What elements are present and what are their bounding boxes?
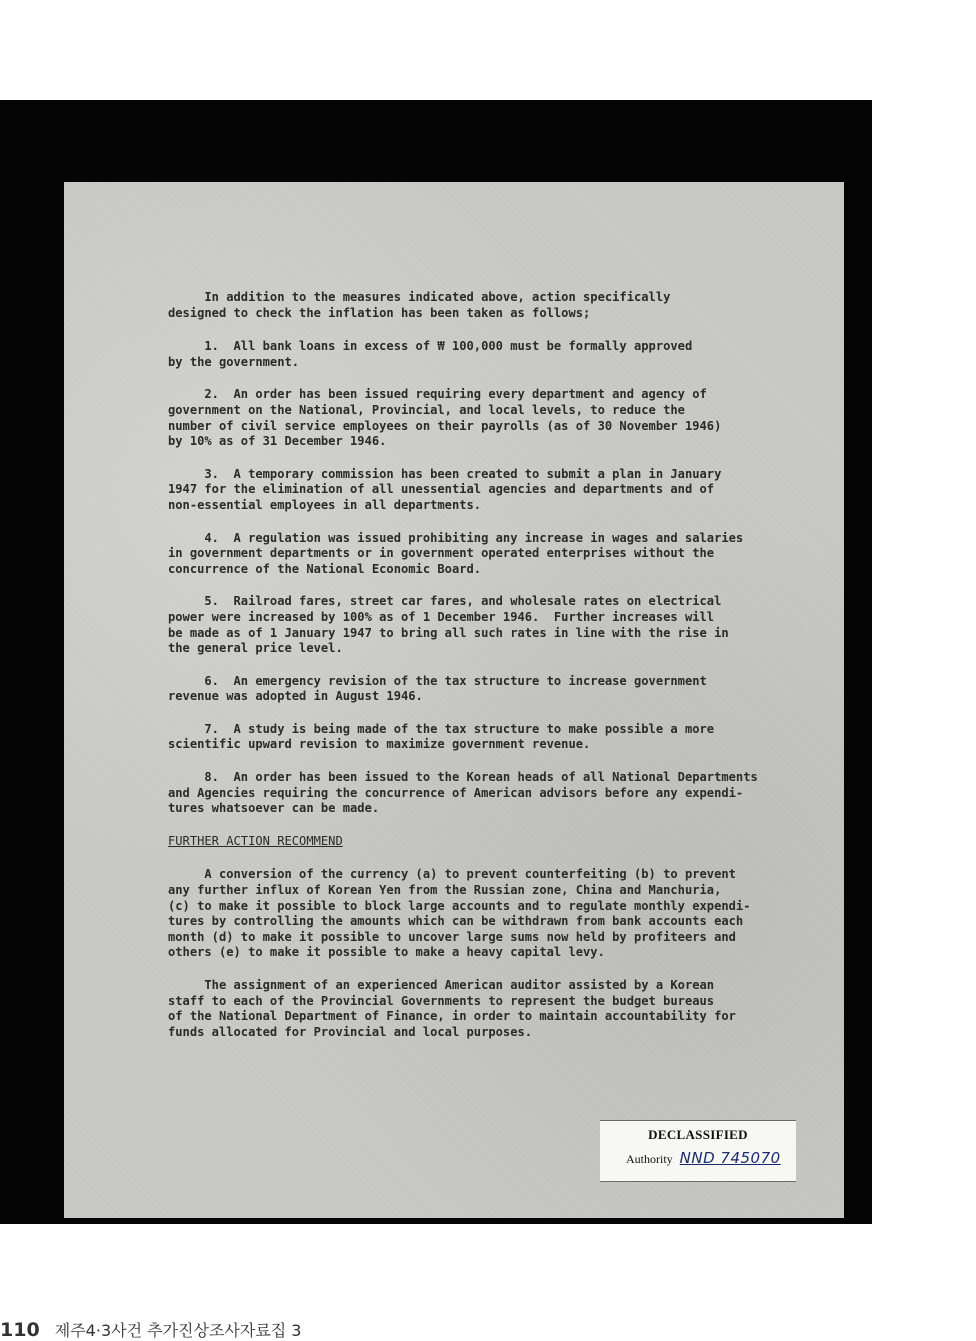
item-3: 3. A temporary commission has been created to submit a plan in January 1947 for the elimination of all unessential agencies and departments and of non-essential employees in all departments. xyxy=(168,466,722,512)
document-page xyxy=(64,182,844,1218)
intro-paragraph: In addition to the measures indicated above, action specifically designed to check the inflation has been taken as follows; xyxy=(168,290,671,320)
recommend-paragraph-2: The assignment of an experienced American auditor assisted by a Korean staff to each of the Provincial Governments to represent the budget bureaus of the National Department of Finance, in order to maintain accountability for funds allocated for Provincial and local purposes. xyxy=(168,978,736,1039)
declassified-stamp xyxy=(600,1120,796,1182)
stamp-authority-line xyxy=(626,1149,781,1167)
page-number: 110 xyxy=(0,1319,40,1341)
item-6: 6. An emergency revision of the tax structure to increase government revenue was adopted in August 1946. xyxy=(168,673,707,704)
scan-frame xyxy=(0,100,872,1224)
section-heading: FURTHER ACTION RECOMMEND xyxy=(168,833,343,848)
recommend-paragraph-1: A conversion of the currency (a) to prevent counterfeiting (b) to prevent any further influx of Korean Yen from the Russian zone, China and Manchuria, (c) to make it possible to block large accounts and to regulate monthly expendi- tures by controlling the amounts which can be withdrawn from bank accounts each month (d) to make it possible to uncover large sums now held by profiteers and others (e) to make it possible to make a heavy capital levy. xyxy=(168,867,751,960)
item-8: 8. An order has been issued to the Korean heads of all National Departments and Agencies requiring the concurrence of American advisors before any expendi- tures whatsoever can be made. xyxy=(168,770,758,816)
stamp-title: DECLASSIFIED xyxy=(648,1127,748,1142)
typed-text xyxy=(168,290,828,1057)
item-2: 2. An order has been issued requiring every department and agency of government on the National, Provincial, and local levels, to reduce the number of civil service employees on their payrolls (as of 30 November 1946) by 10% as of 31 December 1946. xyxy=(168,387,722,449)
page-footer xyxy=(0,1318,302,1341)
item-5: 5. Railroad fares, street car fares, and wholesale rates on electrical power were increased by 100% as of 1 December 1946. Further increases will be made as of 1 January 1947 to bring all such rates in line with the rise in the general price level. xyxy=(168,594,729,656)
item-4: 4. A regulation was issued prohibiting any increase in wages and salaries in government departments or in government operated enterprises without the concurrence of the National Economic Board. xyxy=(168,530,744,576)
stamp-authority-value: NND 745070 xyxy=(679,1149,781,1167)
item-7: 7. A study is being made of the tax structure to make possible a more scientific upward revision to maximize government revenue. xyxy=(168,721,715,752)
book-title: 제주4·3사건 추가진상조사자료집 3 xyxy=(54,1321,302,1340)
stamp-authority-label: Authority xyxy=(626,1152,673,1166)
item-1: 1. All bank loans in excess of ₩ 100,000 must be formally approved by the government. xyxy=(168,339,693,369)
